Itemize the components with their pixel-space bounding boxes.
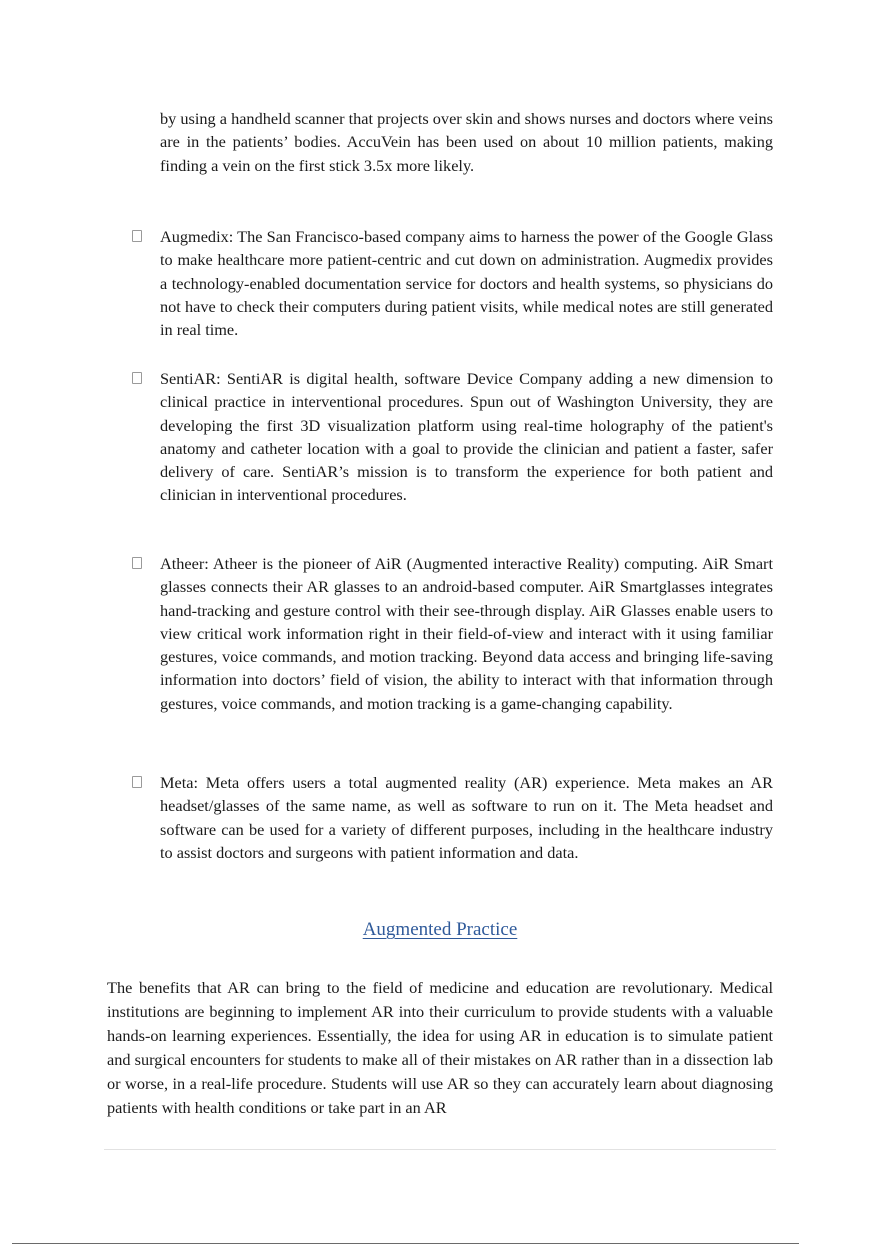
page-bottom-edge: [12, 1243, 799, 1244]
checkbox-bullet-icon: [132, 372, 142, 384]
continuation-paragraph: by using a handheld scanner that projects over skin and shows nurses and doctors where veins are in the patients’ bodies. AccuVein has been used on about 10 million patients, making finding a vein on the first stick 3.5x more likely.: [160, 109, 773, 175]
checkbox-bullet-icon: [132, 776, 142, 788]
checkbox-bullet-icon: [132, 230, 142, 242]
page-footer-divider: [104, 1149, 776, 1150]
bullet-item-meta: [132, 771, 773, 864]
section-heading: [0, 916, 880, 944]
bullet-text: Atheer: Atheer is the pioneer of AiR (Augmented interactive Reality) computing. AiR Smart glasses connects their AR glasses to an android-based computer. AiR Smartglasses integrates hand-tracking and gesture control with their see-through display. AiR Glasses enable users to view critical work information right in their field-of-view and interact with it using familiar gestures, voice commands, and motion tracking. Beyond data access and bringing life-saving information into doctors’ field of vision, the ability to interact with that information through gestures, voice commands, and motion tracking is a game-changing capability.: [160, 554, 773, 713]
section-heading-link[interactable]: Augmented Practice: [362, 919, 518, 940]
bullet-item-atheer: [132, 552, 773, 715]
bullet-text: SentiAR: SentiAR is digital health, software Device Company adding a new dimension to clinical practice in interventional procedures. Spun out of Washington University, they are developing the first 3D visualization platform using real-time holography of the patient's anatomy and catheter location with a goal to provide the clinician and patient a faster, safer delivery of care. SentiAR’s mission is to transform the experience for both patient and clinician in interventional procedures.: [160, 369, 773, 505]
augmented-practice-paragraph: The benefits that AR can bring to the field of medicine and education are revolutionary. Medical institutions are beginning to implement AR into their curriculum to provide students with a valuable hands-on learning experiences. Essentially, the idea for using AR in education is to simulate patient and surgical encounters for students to make all of their mistakes on AR rather than in a dissection lab or worse, in a real-life procedure. Students will use AR so they can accurately learn about diagnosing patients with health conditions or take part in an AR: [107, 978, 773, 1118]
bullet-text: Meta: Meta offers users a total augmented reality (AR) experience. Meta makes an AR headset/glasses of the same name, as well as software to run on it. The Meta headset and software can be used for a variety of different purposes, including in the healthcare industry to assist doctors and surgeons with patient information and data.: [160, 773, 773, 862]
bullet-text: Augmedix: The San Francisco-based company aims to harness the power of the Google Glass to make healthcare more patient-centric and cut down on administration. Augmedix provides a technology-enabled documentation service for doctors and health systems, so physicians do not have to check their computers during patient visits, while medical notes are still generated in real time.: [160, 227, 773, 340]
checkbox-bullet-icon: [132, 557, 142, 569]
bullet-item-augmedix: [132, 225, 773, 341]
bullet-item-sentiar: [132, 367, 773, 507]
